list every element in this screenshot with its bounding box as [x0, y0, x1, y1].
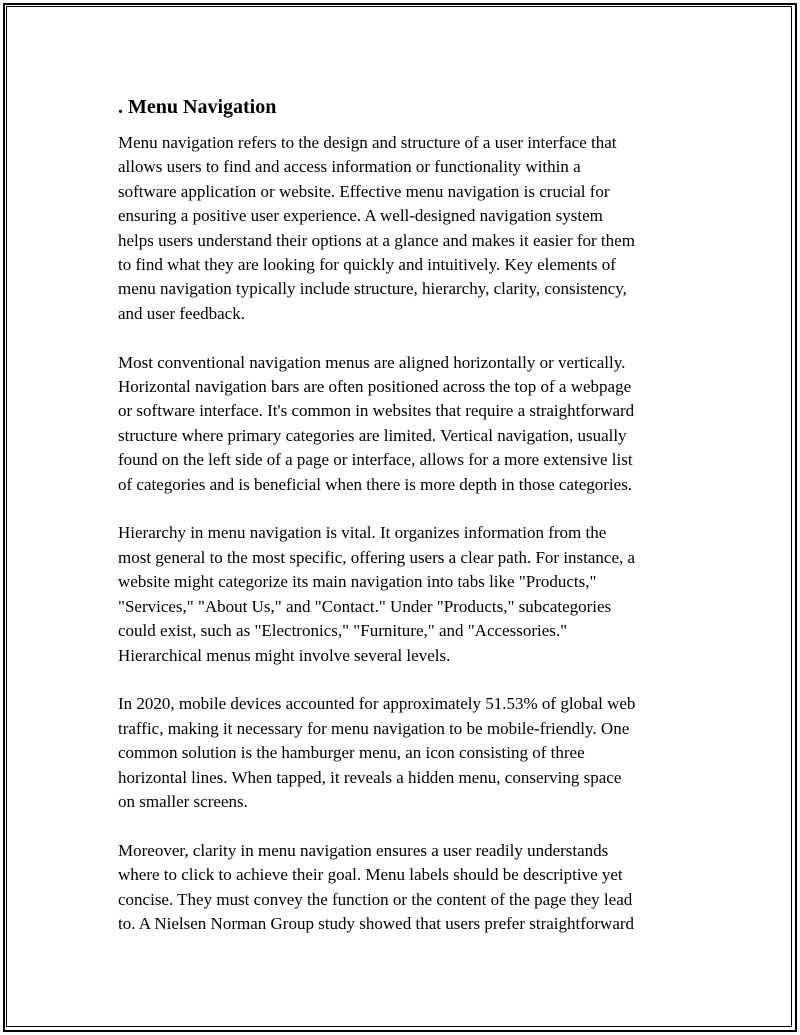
paragraph-line: where to click to achieve their goal. Menu labels should be descriptive yet — [118, 865, 623, 885]
paragraph-line: Most conventional navigation menus are aligned horizontally or vertically. — [118, 352, 626, 372]
paragraph-line: Horizontal navigation bars are often positioned across the top of a webpage — [118, 377, 632, 397]
paragraph-line: website might categorize its main navigation into tabs like "Products," — [118, 572, 597, 592]
paragraph-line: horizontal lines. When tapped, it reveals a hidden menu, conserving space — [118, 767, 622, 787]
paragraph-line: Hierarchical menus might involve several levels. — [118, 645, 451, 665]
paragraph-line: to. A Nielsen Norman Group study showed that users prefer straightforward — [118, 913, 635, 933]
paragraph — [118, 131, 688, 326]
paragraph-line: structure where primary categories are limited. Vertical navigation, usually — [118, 425, 627, 445]
paragraph-line: Menu navigation refers to the design and structure of a user interface that — [118, 133, 617, 152]
paragraph-line: Hierarchy in menu navigation is vital. It organizes information from the — [118, 523, 607, 543]
paragraph-line: and user feedback. — [118, 303, 245, 323]
paragraph-line: menu navigation typically include structure, hierarchy, clarity, consistency, — [118, 279, 627, 299]
paragraph-line: helps users understand their options at a glance and makes it easier for them — [118, 230, 635, 250]
paragraph-line: to find what they are looking for quickly and intuitively. Key elements of — [118, 255, 616, 275]
paragraph-line: software application or website. Effective menu navigation is crucial for — [118, 181, 610, 201]
section-title: . Menu Navigation — [118, 96, 277, 118]
paragraph-line: or software interface. It's common in websites that require a straightforward — [118, 401, 635, 421]
paragraph-line: In 2020, mobile devices accounted for approximately 51.53% of global web — [118, 694, 636, 714]
paragraph-line: found on the left side of a page or interface, allows for a more extensive list — [118, 450, 633, 470]
paragraph — [118, 521, 688, 667]
paragraph-line: could exist, such as "Electronics," "Furniture," and "Accessories." — [118, 621, 568, 641]
paragraph-line: ensuring a positive user experience. A well-designed navigation system — [118, 206, 603, 226]
paragraph-line: of categories and is beneficial when there is more depth in those categories. — [118, 474, 633, 494]
paragraph-list — [118, 131, 688, 936]
paragraph — [118, 351, 688, 497]
paragraph-line: most general to the most specific, offering users a clear path. For instance, a — [118, 547, 636, 567]
paragraph-line: allows users to find and access information or functionality within a — [118, 157, 581, 177]
paragraph-line: "Services," "About Us," and "Contact." Under "Products," subcategories — [118, 596, 612, 616]
document-body — [118, 94, 688, 961]
paragraph — [118, 692, 688, 814]
paragraph-line: common solution is the hamburger menu, an icon consisting of three — [118, 743, 585, 763]
paragraph-line: on smaller screens. — [118, 791, 248, 811]
paragraph-line: Moreover, clarity in menu navigation ensures a user readily understands — [118, 840, 609, 860]
paragraph — [118, 839, 688, 937]
paragraph-line: traffic, making it necessary for menu navigation to be mobile-friendly. One — [118, 718, 630, 738]
paragraph-line: concise. They must convey the function or the content of the page they lead — [118, 889, 633, 909]
